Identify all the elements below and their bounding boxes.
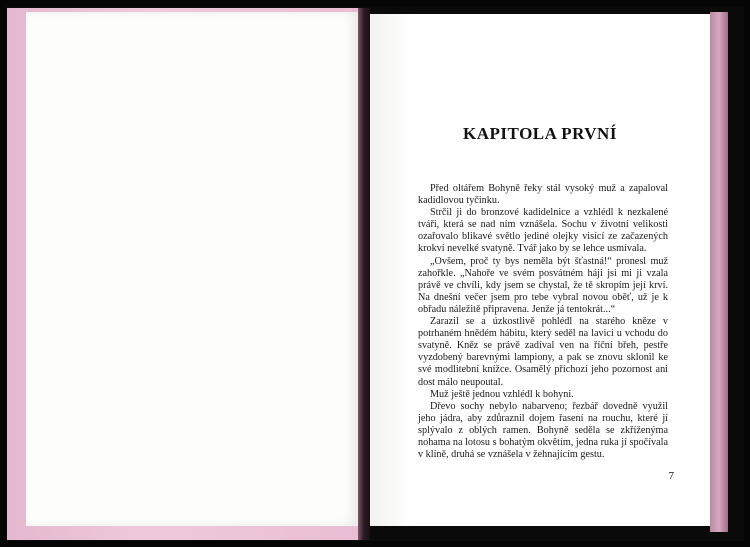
- paragraph: „Ovšem, proč ty bys neměla být šťastná!“ pronesl muž zahořkle. „Nahoře ve svém posvátném háji jsi mi ji vzala právě ve chvíli, kdy jsem se chystal, že tě skropím její krví. Na dnešní večer jsem pro tebe vybral novou oběť, už je k obřadu náležitě připravena. Jenže já tentokrát...“: [418, 255, 668, 315]
- left-page-blank: [26, 12, 358, 526]
- paragraph: Strčil ji do bronzové kadidelnice a vzhlédl k nezkalené tváři, která se nad ním vznášela. Sochu v životní velikosti ozařovalo blikavé světlo jediné olejky visící ze začazených krokví nevelké svatyně. Tvář jako by se lehce usmívala.: [418, 207, 668, 255]
- book-cover-right-edge: [710, 12, 728, 532]
- paragraph: Dřevo sochy nebylo nabarveno; řezbář dovedně využil jeho jádra, aby zdůraznil dojem řasení na rouchu, které jí splývalo z oblých ramen. Bohyně seděla se zkříženýma nohama na lotosu s bohatým okvětím, jedna ruka jí spočívala v klíně, druhá se vznášela v žehnajícím gestu.: [418, 400, 668, 461]
- chapter-title: KAPITOLA PRVNÍ: [463, 124, 617, 143]
- chapter-body: [418, 183, 668, 461]
- paragraph: Zarazil se a úzkostlivě pohlédl na starého kněze v potrhaném hnědém hábitu, který seděl na lavici u vchodu do svatyně. Kněz se právě zadíval ven na říční břeh, pestře vyzdobený barevnými lampiony, a pak se znovu sklonil ke své modlitební knížce. Osamělý příchozí jeho pozornost ani dost málo neupoutal.: [418, 316, 668, 388]
- book-gutter: [358, 8, 370, 540]
- paragraph: Před oltářem Bohyně řeky stál vysoký muž a zapaloval kadidlovou tyčinku.: [418, 183, 668, 207]
- paragraph: Muž ještě jednou vzhlédl k bohyni.: [430, 388, 574, 400]
- page-number: 7: [668, 470, 674, 482]
